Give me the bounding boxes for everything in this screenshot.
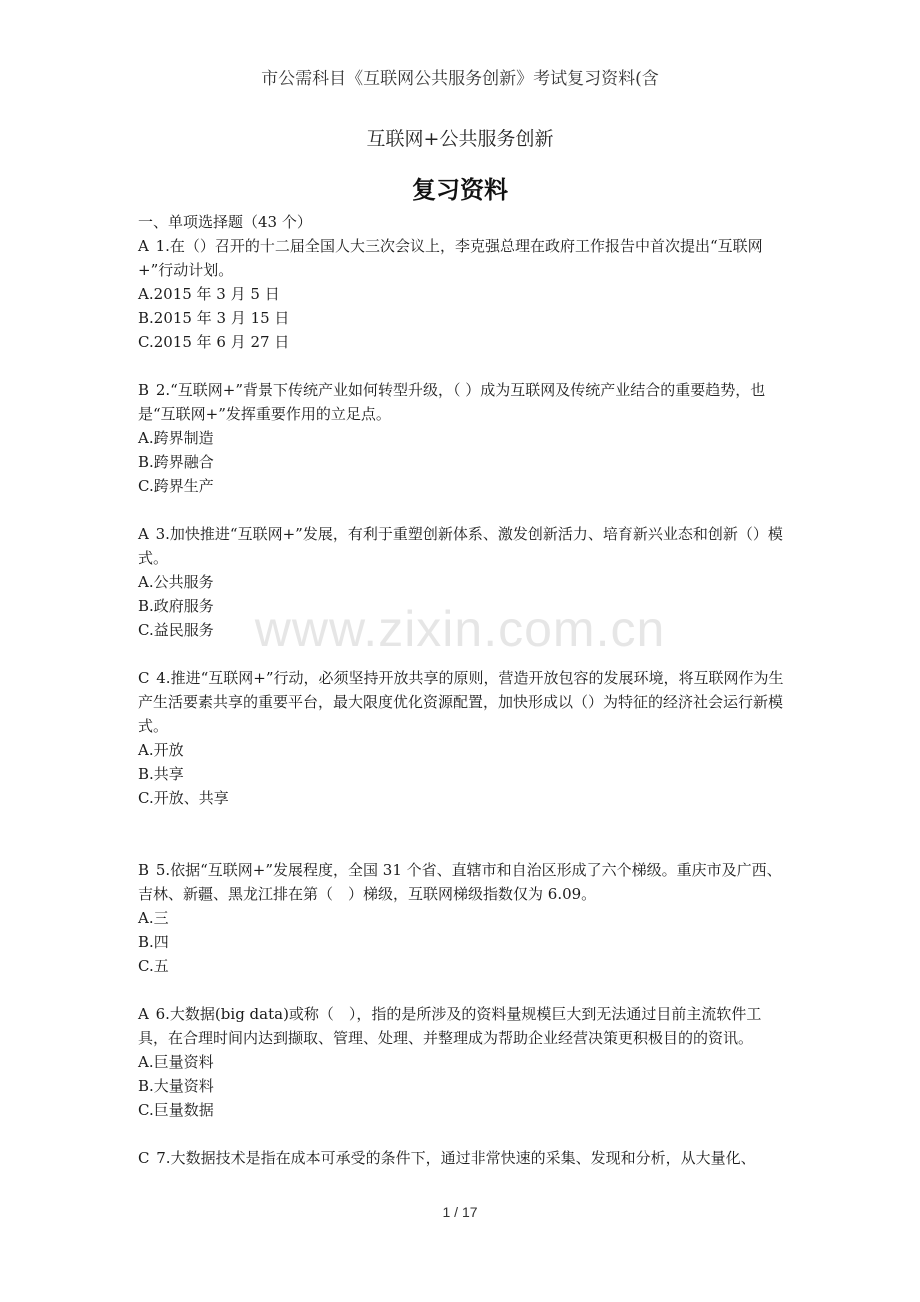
section-heading: 一、单项选择题（43 个）	[138, 213, 312, 231]
document-title: 复习资料	[412, 175, 508, 204]
option-c: C.跨界生产	[138, 477, 214, 495]
page-header: 市公需科目《互联网公共服务创新》考试复习资料(含	[261, 69, 659, 89]
question-item	[138, 858, 788, 978]
option-c: C.开放、共享	[138, 789, 229, 807]
question-item	[138, 1146, 788, 1170]
option-c: C.巨量数据	[138, 1101, 214, 1119]
option-a: A.三	[138, 909, 169, 927]
option-a: A.公共服务	[138, 573, 214, 591]
answer-key: A	[138, 525, 149, 543]
answer-key: A	[138, 1005, 149, 1023]
question-stem	[138, 234, 788, 282]
option-b: B.大量资料	[138, 1077, 214, 1095]
option-b: B.四	[138, 933, 169, 951]
option-b: B.政府服务	[138, 597, 214, 615]
answer-key: C	[138, 1149, 150, 1167]
option-c: C.2015 年 6 月 27 日	[138, 333, 290, 351]
option-b: B.2015 年 3 月 15 日	[138, 309, 290, 327]
option-a: A.开放	[138, 741, 184, 759]
question-text: 3.加快推进“互联网+”发展，有利于重塑创新体系、激发创新活力、培育新兴业态和创新（）模式。	[138, 525, 783, 567]
question-item	[138, 378, 788, 498]
option-a: A.跨界制造	[138, 429, 214, 447]
document-subtitle: 互联网+公共服务创新	[366, 128, 554, 150]
option-a: A.巨量资料	[138, 1053, 214, 1071]
question-text: 1.在（）召开的十二届全国人大三次会议上，李克强总理在政府工作报告中首次提出“互联网+”行动计划。	[138, 237, 763, 279]
answer-key: B	[138, 381, 150, 399]
question-stem	[138, 522, 788, 570]
question-item	[138, 522, 788, 642]
question-text: 7.大数据技术是指在成本可承受的条件下，通过非常快速的采集、发现和分析，从大量化、	[156, 1149, 756, 1167]
question-list	[138, 210, 788, 1194]
answer-key: A	[138, 237, 149, 255]
option-a: A.2015 年 3 月 5 日	[138, 285, 280, 303]
option-c: C.五	[138, 957, 169, 975]
page-indicator: 1 / 17	[442, 1204, 478, 1220]
question-text: 5.依据“互联网+”发展程度，全国 31 个省、直辖市和自治区形成了六个梯级。重庆市及广西、吉林、新疆、黑龙江排在第（ ）梯级，互联网梯级指数仅为 6.09。	[138, 861, 782, 903]
question-text: 2.“互联网+”背景下传统产业如何转型升级，（ ）成为互联网及传统产业结合的重要趋势，也是“互联网+”发挥重要作用的立足点。	[138, 381, 766, 423]
answer-key: B	[138, 861, 150, 879]
question-stem	[138, 378, 788, 426]
question-stem	[138, 1146, 788, 1170]
watermark: www.zixin.com.cn	[254, 601, 666, 657]
answer-key: C	[138, 669, 150, 687]
question-text: 4.推进“互联网+”行动，必须坚持开放共享的原则，营造开放包容的发展环境，将互联网作为生产生活要素共享的重要平台，最大限度优化资源配置，加快形成以（）为特征的经济社会运行新模式。	[138, 669, 784, 735]
question-stem	[138, 1002, 788, 1050]
question-stem	[138, 858, 788, 906]
question-stem	[138, 666, 788, 738]
question-item	[138, 1002, 788, 1122]
option-c: C.益民服务	[138, 621, 214, 639]
question-item	[138, 234, 788, 354]
option-b: B.跨界融合	[138, 453, 214, 471]
question-item	[138, 666, 788, 810]
question-text: 6.大数据(big data)或称（ ），指的是所涉及的资料量规模巨大到无法通过目前主流软件工具，在合理时间内达到撷取、管理、处理、并整理成为帮助企业经营决策更积极目的的资讯。	[138, 1005, 762, 1047]
option-b: B.共享	[138, 765, 184, 783]
